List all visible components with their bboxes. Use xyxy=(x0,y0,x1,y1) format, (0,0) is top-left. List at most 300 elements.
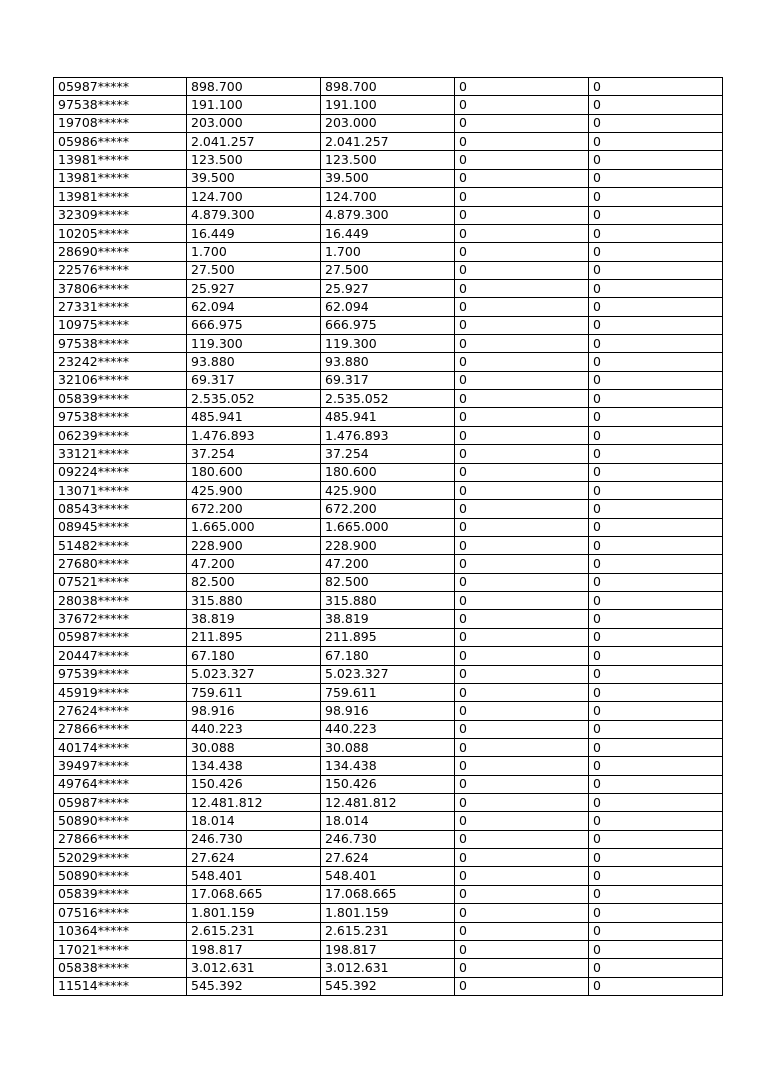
zero-cell-b: 0 xyxy=(589,683,723,701)
zero-cell-a: 0 xyxy=(455,573,589,591)
table-row xyxy=(54,114,723,132)
zero-cell-a: 0 xyxy=(455,133,589,151)
amount-cell: 1.801.159 xyxy=(187,904,321,922)
id-cell: 08945***** xyxy=(54,518,187,536)
zero-cell-b: 0 xyxy=(589,243,723,261)
zero-cell-b: 0 xyxy=(589,78,723,96)
table-row xyxy=(54,922,723,940)
table-row xyxy=(54,243,723,261)
id-cell: 09224***** xyxy=(54,463,187,481)
zero-cell-a: 0 xyxy=(455,481,589,499)
amount-cell: 4.879.300 xyxy=(187,206,321,224)
amount-cell: 62.094 xyxy=(187,298,321,316)
amount-repeat-cell: 315.880 xyxy=(321,592,455,610)
zero-cell-b: 0 xyxy=(589,188,723,206)
amount-cell: 1.665.000 xyxy=(187,518,321,536)
table-row xyxy=(54,500,723,518)
amount-cell: 1.700 xyxy=(187,243,321,261)
table-row xyxy=(54,849,723,867)
amount-repeat-cell: 38.819 xyxy=(321,610,455,628)
zero-cell-b: 0 xyxy=(589,500,723,518)
table-row xyxy=(54,298,723,316)
zero-cell-b: 0 xyxy=(589,977,723,995)
data-table xyxy=(53,77,723,996)
table-row xyxy=(54,683,723,701)
zero-cell-a: 0 xyxy=(455,96,589,114)
amount-cell: 203.000 xyxy=(187,114,321,132)
amount-repeat-cell: 69.317 xyxy=(321,371,455,389)
id-cell: 39497***** xyxy=(54,757,187,775)
zero-cell-b: 0 xyxy=(589,390,723,408)
zero-cell-b: 0 xyxy=(589,647,723,665)
zero-cell-b: 0 xyxy=(589,96,723,114)
table-row xyxy=(54,188,723,206)
id-cell: 27624***** xyxy=(54,702,187,720)
zero-cell-a: 0 xyxy=(455,904,589,922)
id-cell: 97538***** xyxy=(54,96,187,114)
amount-cell: 440.223 xyxy=(187,720,321,738)
id-cell: 45919***** xyxy=(54,683,187,701)
amount-cell: 119.300 xyxy=(187,335,321,353)
zero-cell-b: 0 xyxy=(589,224,723,242)
table-row xyxy=(54,794,723,812)
amount-repeat-cell: 548.401 xyxy=(321,867,455,885)
zero-cell-a: 0 xyxy=(455,610,589,628)
amount-repeat-cell: 246.730 xyxy=(321,830,455,848)
id-cell: 05986***** xyxy=(54,133,187,151)
id-cell: 97539***** xyxy=(54,665,187,683)
amount-cell: 672.200 xyxy=(187,500,321,518)
amount-repeat-cell: 30.088 xyxy=(321,738,455,756)
amount-cell: 98.916 xyxy=(187,702,321,720)
table-row xyxy=(54,738,723,756)
table-row xyxy=(54,555,723,573)
zero-cell-a: 0 xyxy=(455,518,589,536)
id-cell: 06239***** xyxy=(54,426,187,444)
amount-repeat-cell: 47.200 xyxy=(321,555,455,573)
amount-cell: 198.817 xyxy=(187,940,321,958)
table-row xyxy=(54,151,723,169)
table-row xyxy=(54,463,723,481)
zero-cell-b: 0 xyxy=(589,353,723,371)
zero-cell-b: 0 xyxy=(589,298,723,316)
amount-repeat-cell: 211.895 xyxy=(321,628,455,646)
table-row xyxy=(54,757,723,775)
zero-cell-b: 0 xyxy=(589,885,723,903)
amount-cell: 898.700 xyxy=(187,78,321,96)
table-body xyxy=(54,78,723,996)
zero-cell-b: 0 xyxy=(589,592,723,610)
id-cell: 50890***** xyxy=(54,867,187,885)
zero-cell-b: 0 xyxy=(589,573,723,591)
table-row xyxy=(54,610,723,628)
zero-cell-a: 0 xyxy=(455,500,589,518)
table-row xyxy=(54,867,723,885)
amount-cell: 12.481.812 xyxy=(187,794,321,812)
amount-repeat-cell: 180.600 xyxy=(321,463,455,481)
zero-cell-a: 0 xyxy=(455,683,589,701)
zero-cell-a: 0 xyxy=(455,114,589,132)
amount-cell: 5.023.327 xyxy=(187,665,321,683)
amount-repeat-cell: 150.426 xyxy=(321,775,455,793)
zero-cell-b: 0 xyxy=(589,812,723,830)
amount-repeat-cell: 4.879.300 xyxy=(321,206,455,224)
id-cell: 05839***** xyxy=(54,885,187,903)
zero-cell-b: 0 xyxy=(589,408,723,426)
amount-cell: 2.535.052 xyxy=(187,390,321,408)
zero-cell-b: 0 xyxy=(589,794,723,812)
table-row xyxy=(54,977,723,995)
table-row xyxy=(54,96,723,114)
amount-cell: 30.088 xyxy=(187,738,321,756)
amount-cell: 545.392 xyxy=(187,977,321,995)
id-cell: 05839***** xyxy=(54,390,187,408)
zero-cell-b: 0 xyxy=(589,371,723,389)
amount-repeat-cell: 62.094 xyxy=(321,298,455,316)
zero-cell-b: 0 xyxy=(589,261,723,279)
id-cell: 32309***** xyxy=(54,206,187,224)
amount-repeat-cell: 123.500 xyxy=(321,151,455,169)
zero-cell-a: 0 xyxy=(455,702,589,720)
zero-cell-b: 0 xyxy=(589,720,723,738)
amount-cell: 228.900 xyxy=(187,536,321,554)
zero-cell-b: 0 xyxy=(589,316,723,334)
amount-repeat-cell: 1.476.893 xyxy=(321,426,455,444)
id-cell: 23242***** xyxy=(54,353,187,371)
zero-cell-a: 0 xyxy=(455,959,589,977)
table-row xyxy=(54,518,723,536)
amount-repeat-cell: 98.916 xyxy=(321,702,455,720)
zero-cell-b: 0 xyxy=(589,426,723,444)
id-cell: 27331***** xyxy=(54,298,187,316)
zero-cell-a: 0 xyxy=(455,206,589,224)
zero-cell-b: 0 xyxy=(589,445,723,463)
amount-repeat-cell: 440.223 xyxy=(321,720,455,738)
id-cell: 52029***** xyxy=(54,849,187,867)
amount-repeat-cell: 5.023.327 xyxy=(321,665,455,683)
table-row xyxy=(54,390,723,408)
zero-cell-a: 0 xyxy=(455,316,589,334)
zero-cell-b: 0 xyxy=(589,665,723,683)
table-row xyxy=(54,628,723,646)
table-row xyxy=(54,775,723,793)
amount-cell: 315.880 xyxy=(187,592,321,610)
zero-cell-a: 0 xyxy=(455,555,589,573)
amount-cell: 1.476.893 xyxy=(187,426,321,444)
amount-cell: 27.624 xyxy=(187,849,321,867)
table-row xyxy=(54,959,723,977)
zero-cell-a: 0 xyxy=(455,794,589,812)
id-cell: 27866***** xyxy=(54,720,187,738)
zero-cell-a: 0 xyxy=(455,867,589,885)
zero-cell-b: 0 xyxy=(589,922,723,940)
amount-cell: 47.200 xyxy=(187,555,321,573)
id-cell: 28038***** xyxy=(54,592,187,610)
zero-cell-a: 0 xyxy=(455,279,589,297)
amount-cell: 18.014 xyxy=(187,812,321,830)
zero-cell-a: 0 xyxy=(455,628,589,646)
amount-repeat-cell: 1.700 xyxy=(321,243,455,261)
table-row xyxy=(54,904,723,922)
amount-repeat-cell: 759.611 xyxy=(321,683,455,701)
zero-cell-a: 0 xyxy=(455,224,589,242)
zero-cell-b: 0 xyxy=(589,206,723,224)
zero-cell-b: 0 xyxy=(589,849,723,867)
id-cell: 05838***** xyxy=(54,959,187,977)
amount-repeat-cell: 39.500 xyxy=(321,169,455,187)
amount-repeat-cell: 898.700 xyxy=(321,78,455,96)
table-row xyxy=(54,647,723,665)
id-cell: 10205***** xyxy=(54,224,187,242)
zero-cell-a: 0 xyxy=(455,371,589,389)
table-row xyxy=(54,206,723,224)
amount-cell: 17.068.665 xyxy=(187,885,321,903)
table-row xyxy=(54,702,723,720)
table-row xyxy=(54,169,723,187)
amount-cell: 246.730 xyxy=(187,830,321,848)
id-cell: 37672***** xyxy=(54,610,187,628)
table-row xyxy=(54,830,723,848)
table-row xyxy=(54,426,723,444)
amount-cell: 759.611 xyxy=(187,683,321,701)
table-row xyxy=(54,720,723,738)
amount-cell: 39.500 xyxy=(187,169,321,187)
zero-cell-b: 0 xyxy=(589,904,723,922)
id-cell: 10975***** xyxy=(54,316,187,334)
id-cell: 10364***** xyxy=(54,922,187,940)
amount-repeat-cell: 124.700 xyxy=(321,188,455,206)
id-cell: 40174***** xyxy=(54,738,187,756)
table-row xyxy=(54,592,723,610)
amount-repeat-cell: 191.100 xyxy=(321,96,455,114)
zero-cell-b: 0 xyxy=(589,151,723,169)
id-cell: 05987***** xyxy=(54,794,187,812)
zero-cell-a: 0 xyxy=(455,408,589,426)
amount-repeat-cell: 545.392 xyxy=(321,977,455,995)
zero-cell-b: 0 xyxy=(589,335,723,353)
table-row xyxy=(54,536,723,554)
id-cell: 19708***** xyxy=(54,114,187,132)
table-row xyxy=(54,279,723,297)
id-cell: 32106***** xyxy=(54,371,187,389)
id-cell: 13981***** xyxy=(54,169,187,187)
id-cell: 97538***** xyxy=(54,335,187,353)
amount-cell: 25.927 xyxy=(187,279,321,297)
amount-cell: 134.438 xyxy=(187,757,321,775)
zero-cell-b: 0 xyxy=(589,463,723,481)
zero-cell-a: 0 xyxy=(455,757,589,775)
amount-repeat-cell: 228.900 xyxy=(321,536,455,554)
zero-cell-a: 0 xyxy=(455,940,589,958)
zero-cell-b: 0 xyxy=(589,169,723,187)
amount-cell: 150.426 xyxy=(187,775,321,793)
zero-cell-a: 0 xyxy=(455,922,589,940)
amount-repeat-cell: 666.975 xyxy=(321,316,455,334)
amount-repeat-cell: 425.900 xyxy=(321,481,455,499)
zero-cell-a: 0 xyxy=(455,445,589,463)
amount-repeat-cell: 672.200 xyxy=(321,500,455,518)
id-cell: 08543***** xyxy=(54,500,187,518)
table-row xyxy=(54,133,723,151)
id-cell: 17021***** xyxy=(54,940,187,958)
id-cell: 51482***** xyxy=(54,536,187,554)
amount-repeat-cell: 12.481.812 xyxy=(321,794,455,812)
amount-cell: 2.615.231 xyxy=(187,922,321,940)
zero-cell-b: 0 xyxy=(589,830,723,848)
zero-cell-b: 0 xyxy=(589,867,723,885)
zero-cell-a: 0 xyxy=(455,463,589,481)
amount-cell: 3.012.631 xyxy=(187,959,321,977)
amount-repeat-cell: 67.180 xyxy=(321,647,455,665)
id-cell: 13981***** xyxy=(54,188,187,206)
amount-repeat-cell: 203.000 xyxy=(321,114,455,132)
amount-repeat-cell: 16.449 xyxy=(321,224,455,242)
id-cell: 07516***** xyxy=(54,904,187,922)
id-cell: 07521***** xyxy=(54,573,187,591)
amount-repeat-cell: 82.500 xyxy=(321,573,455,591)
zero-cell-b: 0 xyxy=(589,757,723,775)
id-cell: 28690***** xyxy=(54,243,187,261)
table-row xyxy=(54,224,723,242)
zero-cell-b: 0 xyxy=(589,702,723,720)
amount-repeat-cell: 17.068.665 xyxy=(321,885,455,903)
zero-cell-a: 0 xyxy=(455,243,589,261)
table-row xyxy=(54,445,723,463)
zero-cell-a: 0 xyxy=(455,592,589,610)
zero-cell-a: 0 xyxy=(455,665,589,683)
table-row xyxy=(54,665,723,683)
zero-cell-b: 0 xyxy=(589,610,723,628)
amount-repeat-cell: 1.665.000 xyxy=(321,518,455,536)
id-cell: 37806***** xyxy=(54,279,187,297)
amount-cell: 67.180 xyxy=(187,647,321,665)
zero-cell-b: 0 xyxy=(589,555,723,573)
zero-cell-a: 0 xyxy=(455,390,589,408)
zero-cell-b: 0 xyxy=(589,279,723,297)
table-row xyxy=(54,316,723,334)
zero-cell-a: 0 xyxy=(455,738,589,756)
amount-cell: 37.254 xyxy=(187,445,321,463)
amount-repeat-cell: 37.254 xyxy=(321,445,455,463)
amount-cell: 211.895 xyxy=(187,628,321,646)
amount-cell: 548.401 xyxy=(187,867,321,885)
amount-repeat-cell: 27.624 xyxy=(321,849,455,867)
amount-cell: 69.317 xyxy=(187,371,321,389)
amount-cell: 27.500 xyxy=(187,261,321,279)
zero-cell-a: 0 xyxy=(455,849,589,867)
id-cell: 13981***** xyxy=(54,151,187,169)
zero-cell-a: 0 xyxy=(455,536,589,554)
amount-repeat-cell: 134.438 xyxy=(321,757,455,775)
amount-repeat-cell: 27.500 xyxy=(321,261,455,279)
amount-cell: 124.700 xyxy=(187,188,321,206)
table-row xyxy=(54,408,723,426)
table-row xyxy=(54,573,723,591)
table-row xyxy=(54,812,723,830)
zero-cell-a: 0 xyxy=(455,353,589,371)
zero-cell-a: 0 xyxy=(455,647,589,665)
amount-cell: 16.449 xyxy=(187,224,321,242)
amount-cell: 666.975 xyxy=(187,316,321,334)
id-cell: 33121***** xyxy=(54,445,187,463)
zero-cell-a: 0 xyxy=(455,885,589,903)
table-row xyxy=(54,940,723,958)
amount-cell: 123.500 xyxy=(187,151,321,169)
zero-cell-b: 0 xyxy=(589,959,723,977)
table-row xyxy=(54,335,723,353)
zero-cell-b: 0 xyxy=(589,114,723,132)
amount-cell: 485.941 xyxy=(187,408,321,426)
table-row xyxy=(54,261,723,279)
zero-cell-b: 0 xyxy=(589,628,723,646)
id-cell: 27680***** xyxy=(54,555,187,573)
zero-cell-a: 0 xyxy=(455,188,589,206)
amount-repeat-cell: 25.927 xyxy=(321,279,455,297)
amount-repeat-cell: 18.014 xyxy=(321,812,455,830)
amount-repeat-cell: 198.817 xyxy=(321,940,455,958)
id-cell: 97538***** xyxy=(54,408,187,426)
zero-cell-b: 0 xyxy=(589,738,723,756)
amount-repeat-cell: 1.801.159 xyxy=(321,904,455,922)
amount-cell: 2.041.257 xyxy=(187,133,321,151)
zero-cell-a: 0 xyxy=(455,426,589,444)
amount-cell: 191.100 xyxy=(187,96,321,114)
zero-cell-a: 0 xyxy=(455,78,589,96)
zero-cell-a: 0 xyxy=(455,261,589,279)
amount-cell: 93.880 xyxy=(187,353,321,371)
id-cell: 22576***** xyxy=(54,261,187,279)
zero-cell-b: 0 xyxy=(589,775,723,793)
table-row xyxy=(54,353,723,371)
table-row xyxy=(54,78,723,96)
amount-repeat-cell: 2.535.052 xyxy=(321,390,455,408)
id-cell: 13071***** xyxy=(54,481,187,499)
amount-repeat-cell: 3.012.631 xyxy=(321,959,455,977)
zero-cell-a: 0 xyxy=(455,169,589,187)
zero-cell-b: 0 xyxy=(589,133,723,151)
table-row xyxy=(54,371,723,389)
amount-repeat-cell: 485.941 xyxy=(321,408,455,426)
amount-cell: 425.900 xyxy=(187,481,321,499)
amount-cell: 38.819 xyxy=(187,610,321,628)
zero-cell-b: 0 xyxy=(589,536,723,554)
zero-cell-a: 0 xyxy=(455,335,589,353)
amount-repeat-cell: 93.880 xyxy=(321,353,455,371)
table-row xyxy=(54,481,723,499)
table-row xyxy=(54,885,723,903)
zero-cell-a: 0 xyxy=(455,298,589,316)
id-cell: 49764***** xyxy=(54,775,187,793)
zero-cell-b: 0 xyxy=(589,518,723,536)
amount-cell: 180.600 xyxy=(187,463,321,481)
id-cell: 50890***** xyxy=(54,812,187,830)
zero-cell-b: 0 xyxy=(589,940,723,958)
id-cell: 05987***** xyxy=(54,78,187,96)
zero-cell-a: 0 xyxy=(455,151,589,169)
amount-repeat-cell: 2.615.231 xyxy=(321,922,455,940)
zero-cell-a: 0 xyxy=(455,977,589,995)
zero-cell-b: 0 xyxy=(589,481,723,499)
zero-cell-a: 0 xyxy=(455,830,589,848)
zero-cell-a: 0 xyxy=(455,720,589,738)
amount-repeat-cell: 119.300 xyxy=(321,335,455,353)
id-cell: 27866***** xyxy=(54,830,187,848)
zero-cell-a: 0 xyxy=(455,775,589,793)
id-cell: 05987***** xyxy=(54,628,187,646)
zero-cell-a: 0 xyxy=(455,812,589,830)
amount-cell: 82.500 xyxy=(187,573,321,591)
id-cell: 20447***** xyxy=(54,647,187,665)
